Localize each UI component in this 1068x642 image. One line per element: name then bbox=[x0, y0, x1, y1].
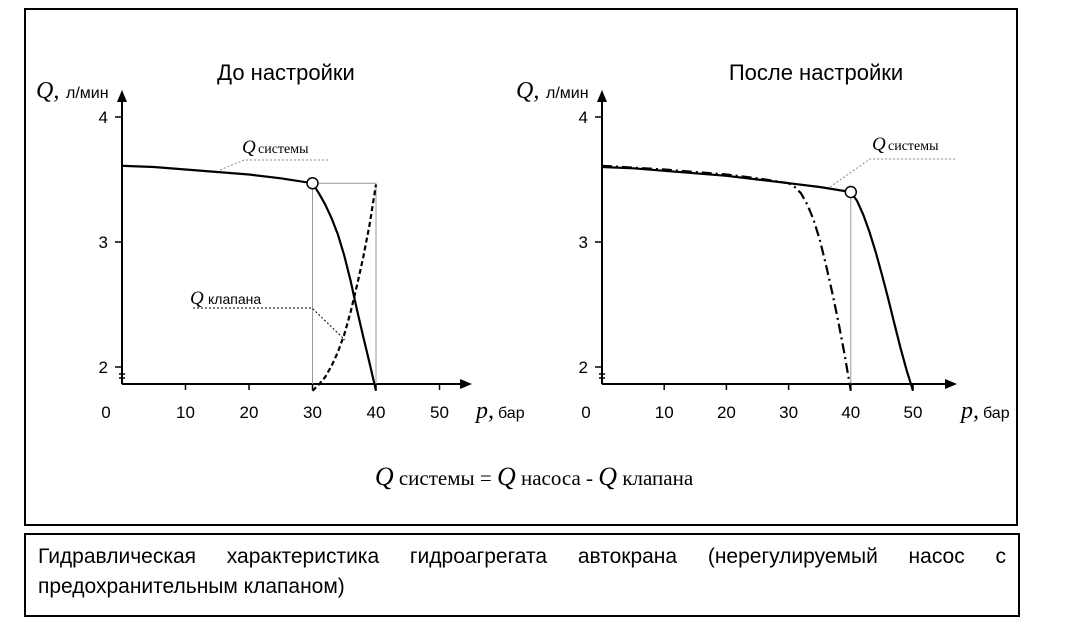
x-tick-label: 10 bbox=[654, 403, 674, 422]
formula-word: системы = bbox=[393, 466, 497, 490]
series-line-1 bbox=[122, 166, 376, 391]
x-axis-unit: бар bbox=[983, 405, 1010, 422]
y-tick-label: 2 bbox=[578, 358, 588, 377]
x-tick-label: 0 bbox=[581, 403, 591, 422]
y-tick-label: 3 bbox=[98, 233, 108, 252]
series-label-text: системы bbox=[888, 139, 939, 154]
formula-text bbox=[375, 462, 694, 491]
formula-word: клапана bbox=[617, 466, 694, 490]
formula-symbol: Q bbox=[598, 462, 618, 491]
chart-panel-2 bbox=[516, 60, 1010, 424]
x-tick-label: 30 bbox=[303, 403, 322, 422]
x-tick-label: 30 bbox=[779, 403, 799, 422]
series-label-leader bbox=[220, 160, 330, 170]
chart-title: До настройки bbox=[217, 60, 355, 85]
series-label-text: системы bbox=[258, 142, 309, 157]
series-line-2 bbox=[602, 166, 851, 391]
x-tick-label: 40 bbox=[841, 403, 861, 422]
x-tick-label: 10 bbox=[176, 403, 195, 422]
formula-symbol: Q bbox=[496, 462, 516, 491]
series-label-symbol: Q bbox=[190, 288, 204, 309]
x-tick-label: 50 bbox=[903, 403, 923, 422]
x-axis-unit: бар bbox=[498, 405, 525, 422]
series-line-2 bbox=[313, 185, 377, 391]
chart-title: После настройки bbox=[728, 60, 904, 85]
y-tick-label: 2 bbox=[98, 358, 108, 377]
y-tick-label: 4 bbox=[578, 108, 588, 127]
series-label-text: клапана bbox=[208, 291, 262, 307]
y-axis-symbol: Q, bbox=[516, 78, 540, 104]
operating-point-marker bbox=[845, 187, 856, 198]
x-axis-symbol: p, bbox=[476, 398, 494, 424]
series-label-leader bbox=[830, 159, 955, 187]
series-label-symbol: Q bbox=[872, 134, 886, 155]
formula bbox=[375, 462, 694, 491]
x-tick-label: 20 bbox=[239, 403, 259, 422]
formula-symbol: Q bbox=[374, 462, 394, 491]
y-tick-label: 3 bbox=[578, 233, 588, 252]
y-axis-unit: л/мин bbox=[66, 85, 109, 102]
x-tick-label: 20 bbox=[716, 403, 736, 422]
y-axis-symbol: Q, bbox=[36, 78, 60, 104]
caption-box bbox=[24, 533, 1020, 617]
operating-point-marker bbox=[307, 178, 318, 189]
series-line-1 bbox=[602, 167, 913, 391]
formula-word: насоса - bbox=[515, 466, 599, 490]
y-tick-label: 4 bbox=[98, 108, 108, 127]
chart-panel-1 bbox=[36, 60, 525, 424]
x-tick-label: 0 bbox=[101, 403, 111, 422]
series-label-symbol: Q bbox=[242, 137, 256, 158]
x-axis-symbol: p, bbox=[961, 398, 979, 424]
y-axis-unit: л/мин bbox=[546, 85, 589, 102]
caption-text: Гидравлическая характеристика гидроагрегата автокрана (нерегулируемый насос с предохранительным клапаном) bbox=[38, 545, 1006, 598]
x-tick-label: 40 bbox=[366, 403, 386, 422]
series-label-leader bbox=[193, 308, 345, 340]
x-tick-label: 50 bbox=[430, 403, 449, 422]
